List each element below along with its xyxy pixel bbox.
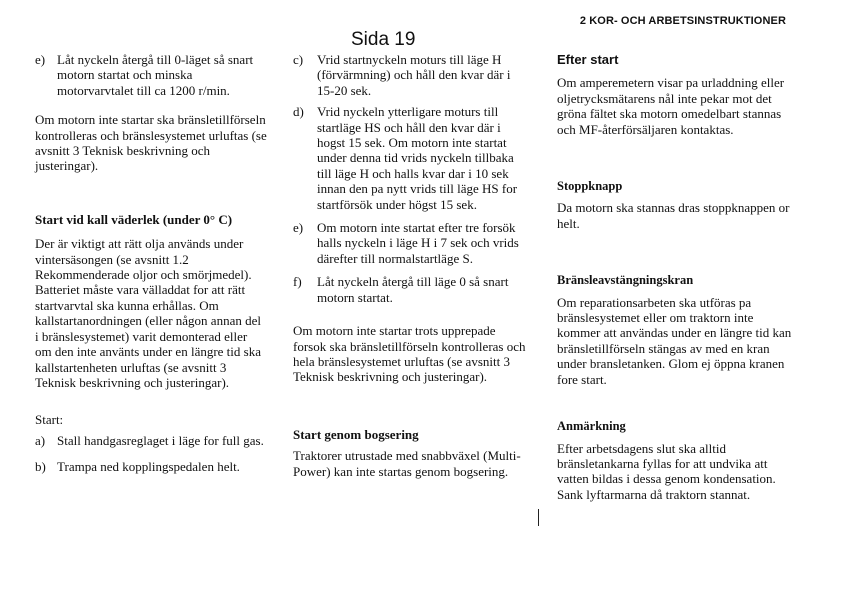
list-item-c xyxy=(293,52,527,98)
page-title: Sida 19 xyxy=(351,29,416,50)
item-text: Om motorn inte startat efter tre forsök halls nyckeln i läge H i 7 sek och vrids därefter till normalstartläge S. xyxy=(317,220,519,266)
list-item-a xyxy=(35,433,267,448)
paragraph-repeated-fail: Om motorn inte startar trots upprepade forsok ska bränsletillförseln kontrolleras och hela bränslesystemet urluftas (se avsnitt 3 Teknisk beskrivning och justeringar). xyxy=(293,323,526,385)
heading-fuel-valve: Bränsleavstängningskran xyxy=(557,273,694,288)
item-text: Trampa ned kopplingspedalen helt. xyxy=(57,459,240,475)
item-text: Vrid nyckeln ytterligare moturs till startläge HS och håll den kvar där i hogst 15 sek. Om motorn inte startat under denna tid vrids nyckeln tillbaka till läge H och halls kvar dar i 10 sek innan den pa nytt vrids till läge HS for startförsök under högst 15 sek. xyxy=(317,104,518,212)
list-item-f xyxy=(293,274,527,305)
paragraph-cold-start: Der är viktigt att rätt olja används under vintersäsongen (se avsnitt 1.2 Rekommenderade oljor och smörjmedel). Batteriet måste vara välladdat for att rätt startvarvtal ska kunna erhållas. Om kallstartanordningen (eller någon annan del i bränslesystemet) varit demonterad eller om den inte använts under en längre tid ska kallstartenheten urluftas (se avsnitt 3 Teknisk beskrivning och justeringar). xyxy=(35,236,261,390)
list-item-e xyxy=(293,220,527,266)
list-item-e xyxy=(35,52,267,98)
heading-stop-button: Stoppknapp xyxy=(557,179,623,194)
item-label: a) xyxy=(35,432,46,448)
column-right xyxy=(557,52,792,502)
start-label: Start: xyxy=(35,412,64,428)
item-text: Låt nyckeln återgå till läge 0 så snart motorn startat. xyxy=(317,274,509,305)
item-text: Vrid startnyckeln moturs till läge H (förvärmning) och håll den kvar där i 15-20 sek. xyxy=(317,52,511,98)
item-label: e) xyxy=(293,220,304,236)
item-label: d) xyxy=(293,104,304,120)
list-item-b xyxy=(35,459,267,474)
paragraph-fuel-valve: Om reparationsarbeten ska utföras pa bränslesystemet eller om traktorn inte kommer att användas under en längre tid kan bränsletillförseln stängas av med en kran under bransletanken. Glom ej öppna kranen fore start. xyxy=(557,294,792,387)
heading-cold-start: Start vid kall väderlek (under 0° C) xyxy=(35,211,233,227)
paragraph-after-start: Om amperemetern visar pa urladdning eller oljetrycksmätarens nål inte pekar mot det gröna fältet ska motorn omedelbart stannas och MF-återförsäljaren kontaktas. xyxy=(557,75,785,137)
item-label: e) xyxy=(35,52,46,67)
item-label: b) xyxy=(35,459,46,475)
heading-tow-start: Start genom bogsering xyxy=(293,426,419,442)
heading-after-start: Efter start xyxy=(557,52,619,67)
paragraph-fuel-check: Om motorn inte startar ska bränsletillförseln kontrolleras och bränslesystemet urluftas (se avsnitt 3 Teknisk beskrivning och justeringar). xyxy=(35,112,267,174)
paragraph-note: Efter arbetsdagens slut ska alltid bränsletankarna fyllas for att undvika att vatten bildas i dessa genom kondensation. Sank lyftarmarna då traktorn stannat. xyxy=(557,440,776,502)
paragraph-stop-button: Da motorn ska stannas dras stoppknappen or helt. xyxy=(557,200,790,231)
column-left xyxy=(35,52,267,475)
list-item-d xyxy=(293,104,527,212)
chapter-header: 2 KOR- OCH ARBETSINSTRUKTIONER xyxy=(579,15,786,27)
item-text: Stall handgasreglaget i läge for full gas. xyxy=(57,432,264,448)
heading-note: Anmärkning xyxy=(557,419,626,434)
paragraph-tow-start: Traktorer utrustade med snabbväxel (Multi-Power) kan inte startas genom bogsering. xyxy=(293,448,521,479)
item-label: c) xyxy=(293,52,304,67)
item-label: f) xyxy=(293,274,302,290)
item-text: Låt nyckeln återgå till 0-läget så snart motorn startat och minska motorvarvtalet till ca 1200 r/min. xyxy=(57,52,254,98)
column-middle xyxy=(293,52,527,479)
column-rule xyxy=(538,509,539,526)
